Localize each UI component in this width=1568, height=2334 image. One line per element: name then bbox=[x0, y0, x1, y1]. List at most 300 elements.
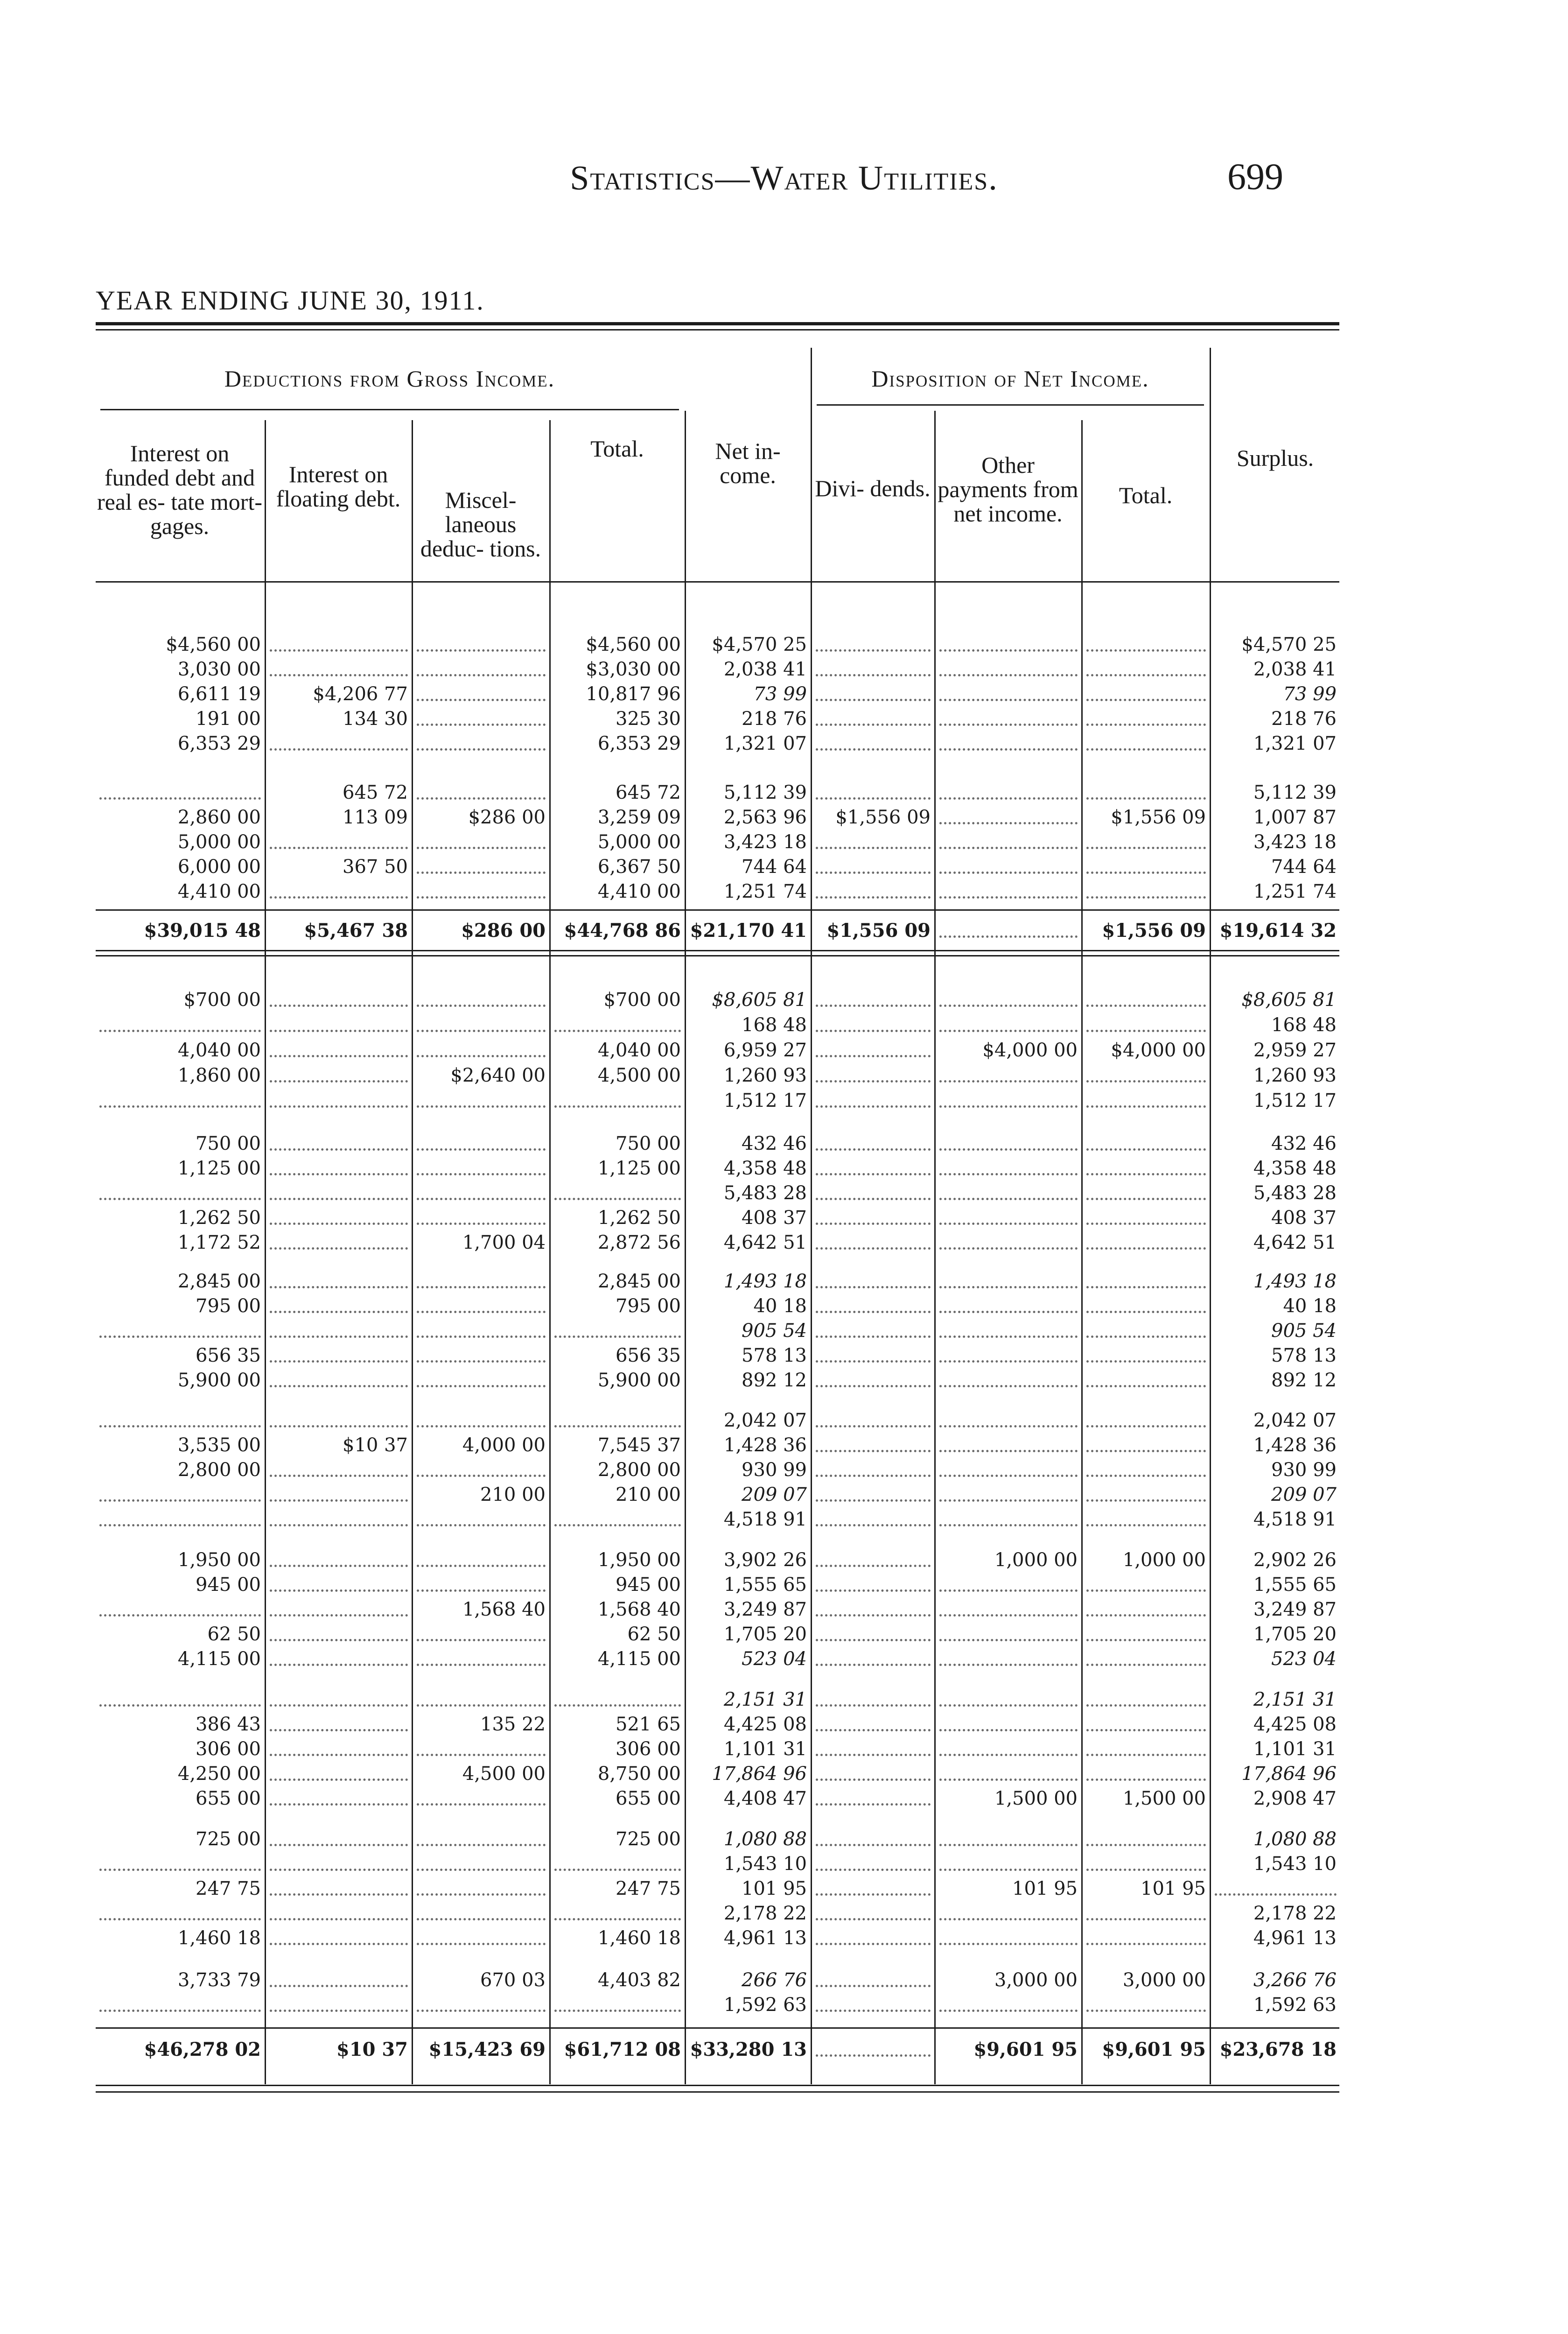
dot-leader bbox=[816, 1311, 931, 1313]
table-cell: 218 76 bbox=[742, 708, 807, 730]
table-cell: $4,000 00 bbox=[982, 1040, 1078, 1061]
dot-leader bbox=[816, 1105, 931, 1108]
table-cell: 3,000 00 bbox=[994, 1969, 1078, 1991]
dot-leader bbox=[270, 1869, 408, 1871]
table-cell: 645 72 bbox=[616, 782, 681, 803]
dot-leader bbox=[270, 674, 408, 676]
table-cell: 1,428 36 bbox=[723, 1434, 807, 1456]
table-cell: 6,367 50 bbox=[597, 856, 681, 878]
table-cell: $10 37 bbox=[343, 1434, 408, 1456]
dot-leader bbox=[816, 1173, 931, 1175]
table-cell: 744 64 bbox=[742, 856, 807, 878]
table-cell: 2,845 00 bbox=[177, 1271, 261, 1292]
dot-leader bbox=[1086, 1664, 1206, 1666]
table-cell: 1,172 52 bbox=[177, 1232, 261, 1253]
table-cell: 2,042 07 bbox=[723, 1410, 807, 1431]
dot-leader bbox=[939, 1450, 1078, 1452]
table-cell: 4,961 13 bbox=[723, 1927, 807, 1949]
dot-leader bbox=[417, 872, 546, 874]
table-cell: 945 00 bbox=[616, 1574, 681, 1596]
dot-leader bbox=[939, 1729, 1078, 1731]
table-cell: $4,570 25 bbox=[1241, 634, 1337, 655]
table-cell: 134 30 bbox=[343, 708, 408, 730]
column-divider bbox=[1081, 420, 1083, 2084]
table-cell: $15,423 69 bbox=[428, 2039, 546, 2060]
table-cell: 4,040 00 bbox=[177, 1040, 261, 1061]
table-cell: 656 35 bbox=[616, 1345, 681, 1366]
dot-leader bbox=[816, 1005, 931, 1007]
dot-leader bbox=[816, 1803, 931, 1806]
dot-leader bbox=[939, 2010, 1078, 2012]
dot-leader bbox=[270, 1105, 408, 1108]
dot-leader bbox=[1086, 1005, 1206, 1007]
dot-leader bbox=[270, 1565, 408, 1567]
dot-leader bbox=[270, 1198, 408, 1200]
table-cell: 168 48 bbox=[742, 1014, 807, 1036]
dot-leader bbox=[816, 1385, 931, 1387]
dot-leader bbox=[816, 1148, 931, 1151]
table-cell: 1,860 00 bbox=[177, 1065, 261, 1086]
table-cell: $1,556 09 bbox=[835, 807, 931, 828]
table-cell: 4,642 51 bbox=[723, 1232, 807, 1253]
dot-leader bbox=[816, 1499, 931, 1502]
table-cell: 750 00 bbox=[616, 1133, 681, 1154]
table-cell: 386 43 bbox=[196, 1714, 261, 1735]
dot-leader bbox=[554, 1336, 681, 1338]
dot-leader bbox=[417, 1704, 546, 1707]
dot-leader bbox=[1086, 1614, 1206, 1617]
dot-leader bbox=[417, 1148, 546, 1151]
table-cell: 266 76 bbox=[742, 1969, 807, 1991]
dot-leader bbox=[939, 1524, 1078, 1526]
table-cell: $4,000 00 bbox=[1111, 1040, 1206, 1061]
dot-leader bbox=[939, 699, 1078, 701]
table-cell: 210 00 bbox=[616, 1484, 681, 1505]
dot-leader bbox=[99, 1704, 261, 1707]
dot-leader bbox=[816, 797, 931, 800]
dot-leader bbox=[417, 1198, 546, 1200]
table-cell: 892 12 bbox=[742, 1370, 807, 1391]
dot-leader bbox=[1086, 1311, 1206, 1313]
column-divider bbox=[685, 411, 686, 2084]
dot-leader bbox=[939, 1360, 1078, 1363]
dot-leader bbox=[270, 1223, 408, 1225]
dot-leader bbox=[270, 1729, 408, 1731]
table-cell: 2,038 41 bbox=[723, 659, 807, 680]
dot-leader bbox=[270, 1918, 408, 1920]
table-cell: 5,900 00 bbox=[177, 1370, 261, 1391]
dot-leader bbox=[1086, 1223, 1206, 1225]
table-cell: $5,467 38 bbox=[304, 920, 408, 942]
dot-leader bbox=[816, 1729, 931, 1731]
dot-leader bbox=[1086, 674, 1206, 676]
dot-leader bbox=[816, 1286, 931, 1288]
table-cell: 1,555 65 bbox=[1253, 1574, 1337, 1596]
dot-leader bbox=[939, 1005, 1078, 1007]
subtotal-rule-bottom-1 bbox=[96, 950, 1339, 951]
table-cell: 2,908 47 bbox=[1253, 1788, 1337, 1809]
table-cell: 2,872 56 bbox=[597, 1232, 681, 1253]
table-cell: 1,101 31 bbox=[723, 1738, 807, 1760]
table-cell: 1,555 65 bbox=[723, 1574, 807, 1596]
dot-leader bbox=[554, 1105, 681, 1108]
table-cell: 1,592 63 bbox=[723, 1994, 807, 2016]
table-cell: 62 50 bbox=[207, 1624, 261, 1645]
dot-leader bbox=[816, 1030, 931, 1032]
table-cell: 113 09 bbox=[343, 807, 408, 828]
table-cell: 40 18 bbox=[1283, 1295, 1337, 1317]
table-cell: 2,800 00 bbox=[597, 1459, 681, 1481]
table-cell: 101 95 bbox=[1012, 1878, 1078, 1899]
table-cell: 1,500 00 bbox=[1122, 1788, 1206, 1809]
dot-leader bbox=[939, 1223, 1078, 1225]
dot-leader bbox=[417, 1336, 546, 1338]
dot-leader bbox=[417, 1943, 546, 1945]
table-cell: 892 12 bbox=[1271, 1370, 1337, 1391]
dot-leader bbox=[939, 1639, 1078, 1641]
table-cell: 1,125 00 bbox=[597, 1158, 681, 1179]
dot-leader bbox=[939, 847, 1078, 849]
dot-leader bbox=[1086, 1754, 1206, 1756]
table-cell: 670 03 bbox=[480, 1969, 546, 1991]
table-cell: $8,605 81 bbox=[712, 989, 807, 1011]
dot-leader bbox=[1086, 1844, 1206, 1846]
table-cell: 750 00 bbox=[196, 1133, 261, 1154]
table-cell: 17,864 96 bbox=[1241, 1763, 1337, 1785]
table-cell: 5,000 00 bbox=[177, 831, 261, 853]
dot-leader bbox=[270, 1779, 408, 1781]
dot-leader bbox=[1086, 699, 1206, 701]
dot-leader bbox=[270, 1336, 408, 1338]
dot-leader bbox=[270, 1704, 408, 1707]
dot-leader bbox=[1086, 1080, 1206, 1083]
table-cell: 4,040 00 bbox=[597, 1040, 681, 1061]
table-cell: 191 00 bbox=[196, 708, 261, 730]
column-header: Other payments from net income. bbox=[938, 452, 1078, 527]
table-cell: 1,700 04 bbox=[462, 1232, 546, 1253]
dot-leader bbox=[816, 1704, 931, 1707]
group-header-deductions: Deductions from Gross Income. bbox=[224, 366, 555, 392]
dot-leader bbox=[417, 797, 546, 800]
dot-leader bbox=[939, 724, 1078, 726]
dot-leader bbox=[417, 1425, 546, 1427]
dot-leader bbox=[816, 724, 931, 726]
dot-leader bbox=[270, 1425, 408, 1427]
dot-leader bbox=[270, 748, 408, 751]
dot-leader bbox=[816, 1779, 931, 1781]
table-cell: 209 07 bbox=[742, 1484, 807, 1505]
dot-leader bbox=[417, 1223, 546, 1225]
group-rule-disposition bbox=[817, 404, 1204, 406]
dot-leader bbox=[99, 1614, 261, 1617]
table-cell: 62 50 bbox=[627, 1624, 681, 1645]
dot-leader bbox=[939, 1844, 1078, 1846]
dot-leader bbox=[417, 1286, 546, 1288]
dot-leader bbox=[417, 847, 546, 849]
table-cell: 656 35 bbox=[196, 1345, 261, 1366]
dot-leader bbox=[816, 1614, 931, 1617]
table-cell: 2,151 31 bbox=[723, 1689, 807, 1710]
table-cell: 1,500 00 bbox=[994, 1788, 1078, 1809]
table-cell: 1,592 63 bbox=[1253, 1994, 1337, 2016]
dot-leader bbox=[816, 1664, 931, 1666]
table-cell: $33,280 13 bbox=[690, 2039, 807, 2060]
dot-leader bbox=[270, 1148, 408, 1151]
table-cell: 4,425 08 bbox=[723, 1714, 807, 1735]
dot-leader bbox=[816, 699, 931, 701]
table-cell: $10 37 bbox=[336, 2039, 408, 2060]
dot-leader bbox=[417, 1360, 546, 1363]
dot-leader bbox=[99, 1918, 261, 1920]
dot-leader bbox=[99, 2010, 261, 2012]
dot-leader bbox=[417, 1844, 546, 1846]
table-cell: 6,353 29 bbox=[597, 733, 681, 754]
dot-leader bbox=[1086, 1336, 1206, 1338]
table-cell: 210 00 bbox=[480, 1484, 546, 1505]
dot-leader bbox=[939, 748, 1078, 751]
table-cell: 1,321 07 bbox=[723, 733, 807, 754]
dot-leader bbox=[816, 1985, 931, 1987]
dot-leader bbox=[554, 1869, 681, 1871]
table-cell: 1,262 50 bbox=[597, 1207, 681, 1229]
dot-leader bbox=[939, 1754, 1078, 1756]
dot-leader bbox=[417, 1754, 546, 1756]
dot-leader bbox=[816, 1450, 931, 1452]
table-cell: $61,712 08 bbox=[564, 2039, 681, 2060]
dot-leader bbox=[1086, 1286, 1206, 1288]
table-cell: $3,030 00 bbox=[586, 659, 681, 680]
table-cell: 1,321 07 bbox=[1253, 733, 1337, 754]
subtotal-rule-bottom-2 bbox=[96, 955, 1339, 956]
dot-leader bbox=[270, 1311, 408, 1313]
dot-leader bbox=[1086, 649, 1206, 652]
dot-leader bbox=[554, 1918, 681, 1920]
table-cell: 101 95 bbox=[1141, 1878, 1206, 1899]
column-header: Miscel- laneous deduc- tions. bbox=[420, 487, 541, 562]
table-cell: 2,800 00 bbox=[177, 1459, 261, 1481]
table-cell: 523 04 bbox=[1271, 1648, 1337, 1670]
dot-leader bbox=[939, 1589, 1078, 1592]
table-cell: 1,000 00 bbox=[994, 1549, 1078, 1571]
dot-leader bbox=[417, 1311, 546, 1313]
dot-leader bbox=[1086, 797, 1206, 800]
table-cell: 2,845 00 bbox=[597, 1271, 681, 1292]
table-cell: 4,425 08 bbox=[1253, 1714, 1337, 1735]
dot-leader bbox=[417, 1639, 546, 1641]
table-cell: 3,902 26 bbox=[723, 1549, 807, 1571]
column-divider bbox=[549, 420, 551, 2084]
dot-leader bbox=[939, 1943, 1078, 1945]
table-cell: 73 99 bbox=[1283, 683, 1337, 705]
dot-leader bbox=[1086, 1729, 1206, 1731]
table-cell: 1,493 18 bbox=[1253, 1271, 1337, 1292]
column-divider bbox=[811, 348, 812, 2084]
table-cell: 1,428 36 bbox=[1253, 1434, 1337, 1456]
table-cell: 367 50 bbox=[343, 856, 408, 878]
dot-leader bbox=[1086, 896, 1206, 899]
dot-leader bbox=[816, 847, 931, 849]
table-cell: 1,543 10 bbox=[723, 1853, 807, 1875]
table-cell: 408 37 bbox=[742, 1207, 807, 1229]
table-cell: 408 37 bbox=[1271, 1207, 1337, 1229]
table-cell: $1,556 09 bbox=[1111, 807, 1206, 828]
dot-leader bbox=[1086, 1499, 1206, 1502]
column-divider bbox=[934, 411, 936, 2084]
table-cell: $21,170 41 bbox=[690, 920, 807, 942]
dot-leader bbox=[939, 1311, 1078, 1313]
dot-leader bbox=[99, 1869, 261, 1871]
table-cell: 3,535 00 bbox=[177, 1434, 261, 1456]
dot-leader bbox=[939, 1247, 1078, 1250]
dot-leader bbox=[816, 1223, 931, 1225]
dot-leader bbox=[270, 1614, 408, 1617]
dot-leader bbox=[417, 748, 546, 751]
total-rule-top bbox=[96, 2027, 1339, 2029]
dot-leader bbox=[417, 1105, 546, 1108]
table-cell: 209 07 bbox=[1271, 1484, 1337, 1505]
table-cell: 795 00 bbox=[616, 1295, 681, 1317]
table-cell: $4,560 00 bbox=[586, 634, 681, 655]
dot-leader bbox=[417, 1385, 546, 1387]
dot-leader bbox=[939, 1614, 1078, 1617]
dot-leader bbox=[939, 1105, 1078, 1108]
dot-leader bbox=[270, 1639, 408, 1641]
table-cell: 905 54 bbox=[1271, 1320, 1337, 1342]
dot-leader bbox=[99, 1524, 261, 1526]
table-cell: 1,543 10 bbox=[1253, 1853, 1337, 1875]
table-cell: $8,605 81 bbox=[1241, 989, 1337, 1011]
table-cell: 4,358 48 bbox=[723, 1158, 807, 1179]
table-cell: $4,570 25 bbox=[712, 634, 807, 655]
column-divider bbox=[265, 420, 266, 2084]
table-cell: 4,250 00 bbox=[177, 1763, 261, 1785]
dot-leader bbox=[270, 1803, 408, 1806]
table-cell: 1,260 93 bbox=[723, 1065, 807, 1086]
dot-leader bbox=[939, 1385, 1078, 1387]
table-cell: 4,000 00 bbox=[462, 1434, 546, 1456]
dot-leader bbox=[270, 1173, 408, 1175]
table-cell: 4,410 00 bbox=[597, 881, 681, 902]
dot-leader bbox=[554, 1030, 681, 1032]
table-cell: 523 04 bbox=[742, 1648, 807, 1670]
dot-leader bbox=[816, 1893, 931, 1896]
table-cell: 1,512 17 bbox=[723, 1090, 807, 1111]
dot-leader bbox=[939, 1080, 1078, 1083]
table-cell: 3,423 18 bbox=[1253, 831, 1337, 853]
dot-leader bbox=[270, 1080, 408, 1083]
dot-leader bbox=[270, 1286, 408, 1288]
table-cell: 1,007 87 bbox=[1253, 807, 1337, 828]
dot-leader bbox=[1086, 1918, 1206, 1920]
table-cell: 725 00 bbox=[196, 1828, 261, 1850]
dot-leader bbox=[270, 1385, 408, 1387]
table-cell: 4,961 13 bbox=[1253, 1927, 1337, 1949]
dot-leader bbox=[417, 1589, 546, 1592]
dot-leader bbox=[1086, 1450, 1206, 1452]
table-cell: 2,042 07 bbox=[1253, 1410, 1337, 1431]
dot-leader bbox=[939, 1148, 1078, 1151]
table-cell: $39,015 48 bbox=[144, 920, 261, 942]
table-cell: 3,030 00 bbox=[177, 659, 261, 680]
table-cell: 4,642 51 bbox=[1253, 1232, 1337, 1253]
table-cell: 5,900 00 bbox=[597, 1370, 681, 1391]
table-cell: 2,151 31 bbox=[1253, 1689, 1337, 1710]
table-cell: 1,460 18 bbox=[597, 1927, 681, 1949]
dot-leader bbox=[270, 1475, 408, 1477]
dot-leader bbox=[816, 1639, 931, 1641]
table-cell: 4,115 00 bbox=[597, 1648, 681, 1670]
dot-leader bbox=[939, 1336, 1078, 1338]
dot-leader bbox=[816, 748, 931, 751]
table-cell: 4,410 00 bbox=[177, 881, 261, 902]
dot-leader bbox=[816, 1943, 931, 1945]
dot-leader bbox=[939, 1198, 1078, 1200]
dot-leader bbox=[270, 1055, 408, 1057]
dot-leader bbox=[1086, 1639, 1206, 1641]
table-cell: 5,000 00 bbox=[597, 831, 681, 853]
total-rule-bottom-1 bbox=[96, 2085, 1339, 2086]
dot-leader bbox=[270, 1360, 408, 1363]
dot-leader bbox=[417, 699, 546, 701]
dot-leader bbox=[939, 1425, 1078, 1427]
table-cell: 4,518 91 bbox=[723, 1509, 807, 1530]
dot-leader bbox=[816, 896, 931, 899]
table-cell: $2,640 00 bbox=[450, 1065, 546, 1086]
table-cell: $9,601 95 bbox=[1102, 2039, 1206, 2060]
table-cell: 725 00 bbox=[616, 1828, 681, 1850]
dot-leader bbox=[816, 1080, 931, 1083]
running-title: Statistics—Water Utilities. bbox=[570, 159, 998, 197]
dot-leader bbox=[1086, 1589, 1206, 1592]
dot-leader bbox=[939, 822, 1078, 824]
table-cell: 2,860 00 bbox=[177, 807, 261, 828]
table-cell: 2,038 41 bbox=[1253, 659, 1337, 680]
dot-leader bbox=[417, 1055, 546, 1057]
table-cell: 6,000 00 bbox=[177, 856, 261, 878]
dot-leader bbox=[417, 1893, 546, 1896]
dot-leader bbox=[417, 1918, 546, 1920]
table-cell: 5,112 39 bbox=[723, 782, 807, 803]
dot-leader bbox=[270, 1664, 408, 1666]
table-cell: 17,864 96 bbox=[712, 1763, 807, 1785]
dot-leader bbox=[99, 1105, 261, 1108]
dot-leader bbox=[554, 1425, 681, 1427]
dot-leader bbox=[270, 896, 408, 899]
table-cell: 4,115 00 bbox=[177, 1648, 261, 1670]
table-cell: 247 75 bbox=[616, 1878, 681, 1899]
dot-leader bbox=[1086, 1173, 1206, 1175]
table-cell: 1,251 74 bbox=[1253, 881, 1337, 902]
dot-leader bbox=[99, 797, 261, 800]
dot-leader bbox=[1086, 724, 1206, 726]
dot-leader bbox=[417, 649, 546, 652]
dot-leader bbox=[417, 1475, 546, 1477]
dot-leader bbox=[1086, 872, 1206, 874]
table-cell: $23,678 18 bbox=[1219, 2039, 1337, 2060]
table-cell: 8,750 00 bbox=[597, 1763, 681, 1785]
dot-leader bbox=[816, 1247, 931, 1250]
table-cell: 1,460 18 bbox=[177, 1927, 261, 1949]
table-cell: 432 46 bbox=[1271, 1133, 1337, 1154]
dot-leader bbox=[1086, 1148, 1206, 1151]
table-cell: 1,568 40 bbox=[597, 1599, 681, 1620]
dot-leader bbox=[816, 1198, 931, 1200]
table-cell: 306 00 bbox=[616, 1738, 681, 1760]
table-cell: 6,959 27 bbox=[723, 1040, 807, 1061]
table-cell: 1,260 93 bbox=[1253, 1065, 1337, 1086]
table-cell: $4,206 77 bbox=[313, 683, 408, 705]
dot-leader bbox=[816, 1589, 931, 1592]
